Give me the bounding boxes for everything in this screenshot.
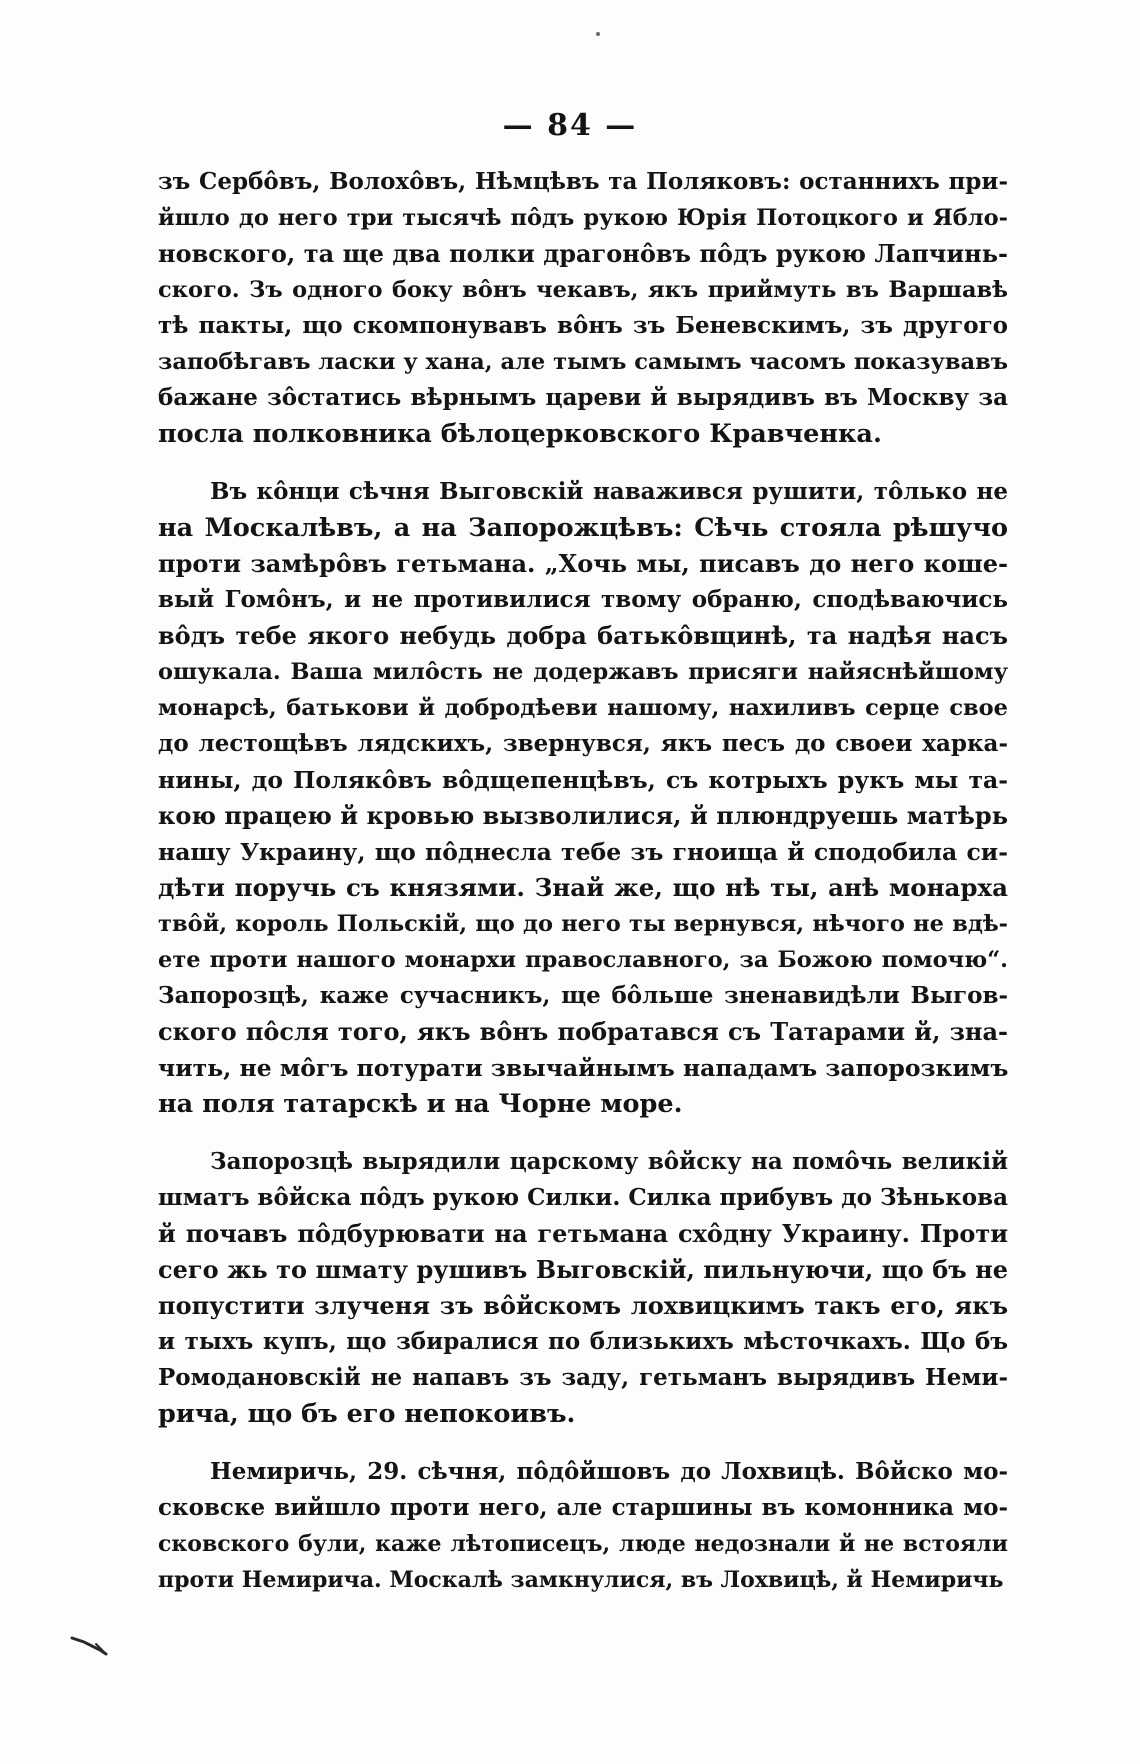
page-number: — 84 — [502, 108, 638, 143]
text-line: на поля татарскѣ и на Чорне море. [158, 1089, 683, 1119]
text-line: Немиричь, 29. сѣчня, пôдôйшовъ до Лохвицѣ. Вôйско мо- [210, 1458, 1008, 1485]
text-line: запобѣгавъ ласки у хана, але тымъ самымъ часомъ показувавъ [158, 349, 1008, 375]
paragraph [158, 164, 1008, 452]
text-line: попустити злученя зъ вôйскомъ лохвицкимъ такъ его, якъ [158, 1291, 1008, 1320]
text-line: вôдъ тебе якого небудь добра батькôвщинѣ, та надѣя насъ [158, 621, 1008, 650]
text-line: новского, та ще два полки драгонôвъ пôдъ рукою Лапчинь- [158, 239, 1008, 268]
text-line: проти Немирича. Москалѣ замкнулися, въ Лохвицѣ, й Немиричь [158, 1567, 1004, 1593]
text-line: чить, не мôгъ потурати звычайнымъ нападамъ запорозкимъ [158, 1054, 1008, 1082]
text-line: твôй, король Польскій, що до него ты вернувся, нѣчого не вдѣ- [158, 911, 1008, 937]
paragraph [158, 474, 1008, 1122]
text-line: вый Гомôнъ, и не противилися твому обраню, сподѣваючись [158, 586, 1008, 613]
text-line: рича, що бъ его непокоивъ. [158, 1399, 576, 1429]
text-line: на Москалѣвъ, а на Запорожцѣвъ: Сѣчь стояла рѣшучо [158, 513, 1008, 543]
text-line: Въ кôнци сѣчня Выговскій наважився рушити, тôлько не [210, 478, 1008, 505]
text-line: тѣ пакты, що скомпонувавъ вôнъ зъ Беневскимъ, зъ другого [158, 312, 1008, 339]
text-line: дѣти поручь съ князями. Знай же, що нѣ ты, анѣ монарха [158, 873, 1008, 902]
text-line: Запорозцѣ, каже сучасникъ, ще бôльше зненавидѣли Выгов- [158, 982, 1008, 1009]
text-line: нашу Украину, що пôднесла тебе зъ гноища й сподобила си- [158, 838, 1008, 866]
text-line: посла полковника бѣлоцерковского Кравченка. [158, 419, 882, 449]
text-line: монарсѣ, батькови й добродѣеви нашому, нахиливъ серце свое [158, 695, 1008, 721]
text-line: Запорозцѣ вырядили царскому вôйску на помôчь великій [210, 1148, 1008, 1175]
text-line: Ромодановскій не напавъ зъ заду, гетьманъ вырядивъ Неми- [158, 1364, 1008, 1391]
body-text [158, 164, 1008, 1598]
paragraph [158, 1454, 1008, 1598]
text-line: ского. Зъ одного боку вôнъ чекавъ, якъ приймуть въ Варшавѣ [158, 277, 1008, 303]
scan-speck [596, 32, 600, 36]
text-line: сковске вийшло проти него, але старшины въ комонника мо- [158, 1494, 1008, 1521]
text-line: й почавъ пôдбурювати на гетьмана схôдну Украину. Проти [158, 1219, 1008, 1248]
text-line: проти замѣрôвъ гетьмана. „Хочь мы, писавъ до него коше- [158, 549, 1008, 578]
text-line: йшло до него три тысячѣ пôдъ рукою Юрія Потоцкого и Ябло- [158, 205, 1008, 231]
text-line: бажане зôстатись вѣрнымъ цареви й вырядивъ въ Москву за [158, 384, 1008, 411]
text-line: до лестощѣвъ лядскихъ, звернувся, якъ песъ до своеи харка- [158, 730, 1008, 757]
text-line: ошукала. Ваша милôсть не додержавъ присяги найяснѣйшому [158, 659, 1008, 685]
paragraph [158, 1144, 1008, 1432]
text-line: сего жь то шмату рушивъ Выговскій, пильнуючи, що бъ не [158, 1255, 1008, 1284]
text-line: шматъ вôйска пôдъ рукою Силки. Силка прибувъ до Зѣнькова [158, 1184, 1008, 1211]
text-line: кою працею й кровью вызволилися, й плюндруешь матѣрь [158, 801, 1008, 830]
scan-artifact-mark [70, 1634, 130, 1658]
text-line: ете проти нашого монархи православного, за Божою помочю“. [158, 947, 1008, 973]
text-line: сковского були, каже лѣтописецъ, люде недознали й не встояли [158, 1531, 1008, 1557]
text-line: ского пôсля того, якъ вôнъ побратався съ Татарами й, зна- [158, 1017, 1008, 1046]
text-line: и тыхъ купъ, що збиралися по близькихъ мѣсточкахъ. Що бъ [158, 1328, 1008, 1355]
text-line: зъ Сербôвъ, Волохôвъ, Нѣмцѣвъ та Поляковъ: останнихъ при- [158, 168, 1008, 195]
text-line: нины, до Полякôвъ вôдщепенцѣвъ, съ котрыхъ рукъ мы та- [158, 766, 1008, 794]
